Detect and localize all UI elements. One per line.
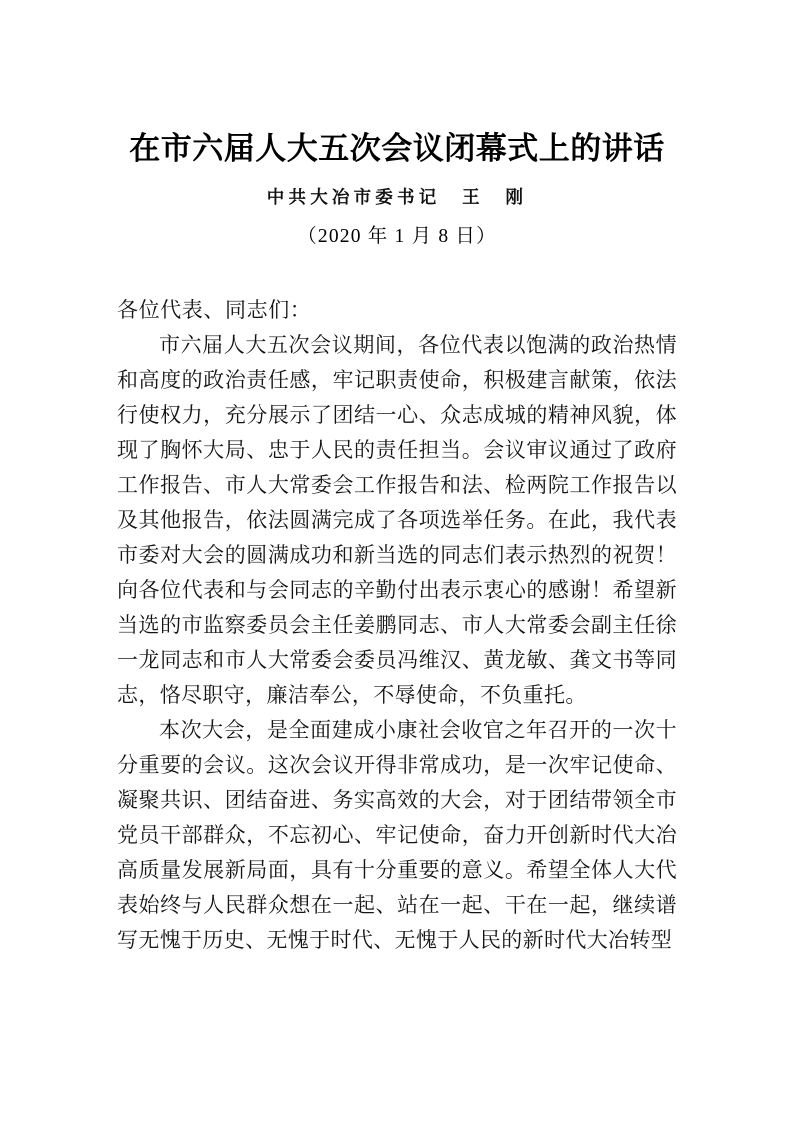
document-content-column: [117, 0, 677, 958]
document-title: 在市六届人大五次会议闭幕式上的讲话: [129, 131, 665, 166]
salutation-line: 各位代表、同志们：: [117, 297, 312, 322]
document-date: （2020 年 1 月 8 日）: [297, 225, 497, 247]
body-paragraph-2: 本次大会，是全面建成小康社会收官之年召开的一次十分重要的会议。这次会议开得非常成功，是一次牢记使命、凝聚共识、团结奋进、务实高效的大会，对于团结带领全市党员干部群众，不忘初心、牢记使命，奋力开创新时代大冶高质量发展新局面，具有十分重要的意义。希望全体人大代表始终与人民群众想在一起、站在一起、干在一起，继续谱写无愧于历史、无愧于时代、无愧于人民的新时代大冶转型: [117, 717, 677, 952]
document-byline: 中共大冶市委书记 王 刚: [266, 187, 528, 208]
body-paragraph-1: 市六届人大五次会议期间，各位代表以饱满的政治热情和高度的政治责任感，牢记职责使命，积极建言献策，依法行使权力，充分展示了团结一心、众志成城的精神风貌，体现了胸怀大局、忠于人民的责任担当。会议审议通过了政府工作报告、市人大常委会工作报告和法、检两院工作报告以及其他报告，依法圆满完成了各项选举任务。在此，我代表市委对大会的圆满成功和新当选的同志们表示热烈的祝贺！向各位代表和与会同志的辛勤付出表示衷心的感谢！希望新当选的市监察委员会主任姜鹏同志、市人大常委会副主任徐一龙同志和市人大常委会委员冯维汉、黄龙敏、龚文书等同志，恪尽职守，廉洁奉公，不辱使命，不负重托。: [117, 332, 677, 707]
document-body: [117, 249, 677, 958]
